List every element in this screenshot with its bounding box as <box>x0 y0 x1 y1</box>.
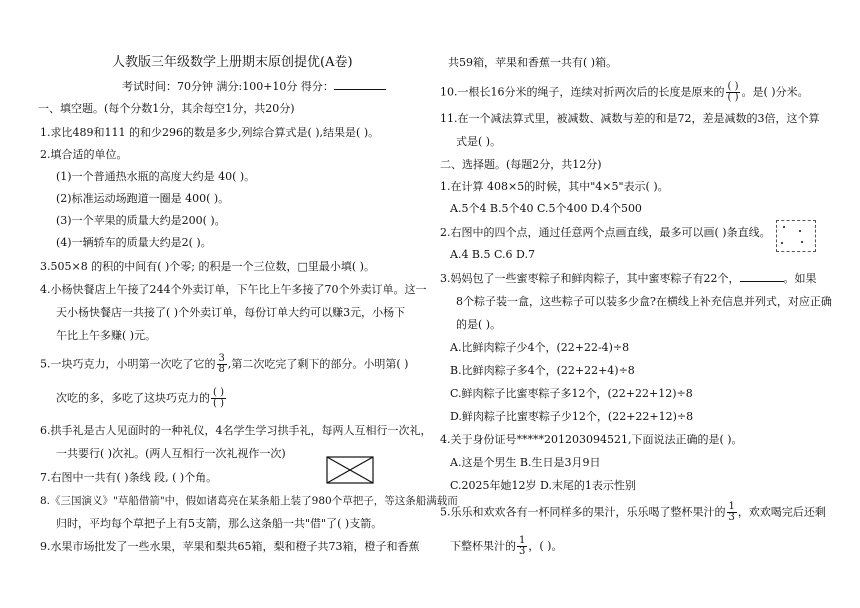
fraction-one-third <box>727 502 737 523</box>
fraction-one-third <box>517 536 527 557</box>
info-blank[interactable] <box>740 281 784 282</box>
choice-question-5-text-cont: ，欢欢喝完后还剩 <box>737 505 826 519</box>
question-10-text: 10.一根长16分米的绳子，连续对折两次后的长度是原来的 <box>440 85 725 99</box>
point-dot <box>783 226 785 228</box>
question-2: 2.填合适的单位。 <box>40 148 128 161</box>
choice-question-3-line1 <box>440 272 817 286</box>
choice-question-2-options: A.4 B.5 C.6 D.7 <box>450 248 535 261</box>
question-6-line2: 一共要行( )次礼。(两人互相行一次礼视作一次) <box>56 447 286 460</box>
fraction-numerator: 3 <box>218 353 225 364</box>
point-dot <box>801 241 803 243</box>
choice-question-1-options: A.5个4 B.5个40 C.5个400 D.4个500 <box>450 202 642 215</box>
question-3: 3.505×8 的积的中间有( )个零; 的积是一个三位数，□里最小填( )。 <box>40 260 375 273</box>
question-11-line2: 式是( )。 <box>456 135 502 148</box>
question-8-line2: 归时，平均每个草把子上有5支箭，那么这条船一共"借"了( )支箭。 <box>56 517 383 530</box>
question-9: 9.水果市场批发了一些水果，苹果和梨共65箱，梨和橙子共73箱，橙子和香蕉 <box>40 540 420 553</box>
section-heading-choice: 二、选择题。(每题2分，共12分) <box>440 158 602 171</box>
choice-question-3-text: 3.妈妈包了一些蜜枣粽子和鲜肉粽子，其中蜜枣粽子有22个， <box>440 272 740 285</box>
question-4-line3: 午比上午多赚( )元。 <box>56 329 157 342</box>
point-dot <box>781 242 783 244</box>
question-2-4: (4)一辆轿车的质量大约是2( )。 <box>56 236 212 249</box>
question-4-line2: 天小杨快餐店一共接了( )个外卖订单，每份订单大约可以赚3元，小杨下 <box>56 306 406 319</box>
question-5-text: 5.一块巧克力，小明第一次吃了它的 <box>40 357 216 371</box>
question-10-text-cont: 。是( )分米。 <box>741 85 809 99</box>
question-4-line1: 4.小杨快餐店上午接了244个外卖订单，下午比上午多接了70个外卖订单。这一 <box>40 283 427 296</box>
choice-question-5-text2: 下整杯果汁的 <box>450 539 516 553</box>
choice-question-2: 2.右图中的四个点，通过任意两个点画直线，最多可以画( )条直线。 <box>440 226 771 239</box>
choice-4-options-cd: C.2025年她12岁 D.末尾的1表示性别 <box>450 479 636 492</box>
question-11-line1: 11.在一个减法算式里，被减数、减数与差的和是72，差是减数的3倍，这个算 <box>440 112 820 125</box>
choice-4-options-ab: A.这是个男生 B.生日是3月9日 <box>450 456 601 469</box>
fraction-numerator: 1 <box>519 535 526 546</box>
fraction-numerator: 1 <box>728 501 735 512</box>
question-5-text2: 次吃的多，多吃了这块巧克力的 <box>56 391 210 405</box>
choice-question-1: 1.在计算 408×5的时候，其中"4×5"表示( )。 <box>440 180 669 193</box>
point-dot <box>799 230 801 232</box>
page-title: 人教版三年级数学上册期末原创提优(A卷) <box>112 55 353 70</box>
fraction-blank-numerator: ( ) <box>727 81 739 92</box>
fraction-blank-numerator: ( ) <box>213 387 224 398</box>
choice-question-5-text2-cont: ，( )。 <box>528 539 563 553</box>
question-6-line1: 6.拱手礼是古人见面时的一种礼仪，4名学生学习拱手礼，每两人互相行一次礼， <box>40 424 432 437</box>
fraction-blank-denominator: ( ) <box>727 92 739 103</box>
choice-question-3-text-cont: 。如果 <box>783 272 817 285</box>
fraction-three-eighths <box>217 354 227 375</box>
question-1: 1.求比489和111 的和少296的数是多少,列综合算式是( ),结果是( )。 <box>40 126 380 139</box>
choice-3-option-d: D.鲜肉粽子比蜜枣粽子少12个，(22+22+12)÷8 <box>450 410 694 423</box>
exam-info <box>122 80 386 94</box>
fraction-answer-blank[interactable] <box>726 82 741 103</box>
choice-question-5-line1 <box>440 502 826 523</box>
envelope-figure <box>326 456 374 484</box>
question-2-1: (1)一个普通热水瓶的高度大约是 40( )。 <box>56 170 256 183</box>
fraction-denominator: 3 <box>519 546 526 557</box>
right-column <box>430 0 860 608</box>
question-7: 7.右图中一共有( )条线 段, ( )个角。 <box>40 471 218 484</box>
fraction-denominator: 3 <box>728 512 735 523</box>
question-9-cont: 共59箱，苹果和香蕉一共有( )箱。 <box>448 56 618 69</box>
exam-info-text: 考试时间：70分钟 满分:100+10分 得分： <box>122 80 334 93</box>
fraction-answer-blank[interactable] <box>211 388 226 409</box>
score-blank[interactable] <box>334 89 386 90</box>
question-2-3: (3)一个苹果的质量大约是200( )。 <box>56 214 226 227</box>
fraction-denominator: 8 <box>218 364 225 375</box>
choice-question-3-line3: 的是( )。 <box>456 318 502 331</box>
choice-question-5-text: 5.乐乐和欢欢各有一杯同样多的果汁，乐乐喝了整杯果汁的 <box>440 505 726 519</box>
four-points-figure <box>776 220 816 252</box>
question-5-line1 <box>40 354 408 375</box>
choice-question-5-line2 <box>450 536 562 557</box>
question-5-text-cont: ,第二次吃完了剩下的部分。小明第( ) <box>227 357 409 371</box>
choice-question-4: 4.关于身份证号*****201203094521,下面说法正确的是( )。 <box>440 433 743 446</box>
question-2-2: (2)标准运动场跑道一圈是 400( )。 <box>56 192 230 205</box>
choice-3-option-a: A.比鲜肉粽子少4个，(22+22-4)÷8 <box>450 341 630 354</box>
choice-question-3-line2: 8个粽子装一盒，这些粽子可以装多少盒?在横线上补充信息并列式，对应正确 <box>456 295 832 308</box>
choice-3-option-b: B.比鲜肉粽子多4个，(22+22+4)÷8 <box>450 364 635 377</box>
question-8-line1: 8.《三国演义》"草船借箭"中，假如诸葛亮在某条船上装了980个草把子，等这条船满载而 <box>40 495 458 507</box>
question-5-line2 <box>56 388 227 409</box>
section-heading-fill: 一、填空题。(每个分数1分，其余每空1分，共20分) <box>38 102 295 115</box>
fraction-blank-denominator: ( ) <box>213 398 224 409</box>
question-10 <box>440 82 809 103</box>
choice-3-option-c: C.鲜肉粽子比蜜枣粽子多12个，(22+22+12)÷8 <box>450 387 693 400</box>
